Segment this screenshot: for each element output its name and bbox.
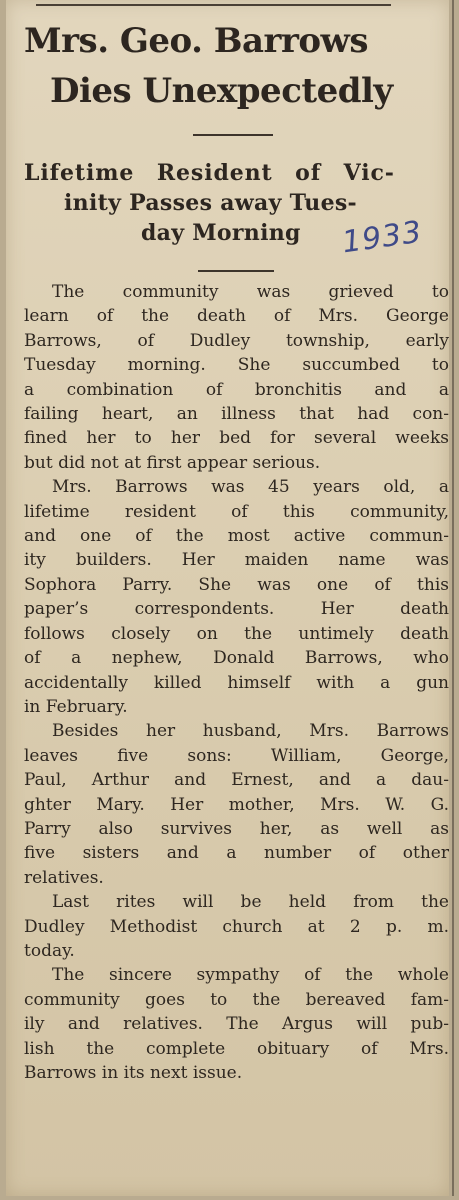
article-line: but did not at first appear serious. (24, 452, 321, 473)
top-column-rule (36, 4, 391, 6)
headline-line-2: Dies Unexpectedly (50, 71, 393, 111)
article-body (24, 280, 449, 1085)
article-line: five sisters and a number of other (24, 843, 449, 864)
article-line: relatives. (24, 867, 104, 888)
article-line: leaves five sons: William, George, (24, 745, 449, 766)
subheadline-divider (198, 270, 274, 272)
article-line: failing heart, an illness that had con- (24, 404, 449, 425)
article-line: Parry also survives her, as well as (24, 818, 449, 839)
article-line: The sincere sympathy of the whole (52, 965, 449, 986)
article-line: Last rites will be held from the (52, 892, 449, 913)
article-line: ghter Mary. Her mother, Mrs. W. G. (24, 794, 449, 815)
right-column-rule (452, 0, 454, 1196)
article-line: Dudley Methodist church at 2 p. m. (24, 916, 449, 937)
subheadline-line-3: day Morning (141, 220, 301, 246)
article-line: ity builders. Her maiden name was (24, 550, 449, 571)
handwritten-year-annotation: 1933 (339, 214, 425, 261)
article-line: Paul, Arthur and Ernest, and a dau- (24, 770, 449, 791)
subheadline-line-1: Lifetime Resident of Vic- (24, 160, 395, 186)
article-paragraph (24, 280, 449, 475)
article-line: community goes to the bereaved fam- (24, 989, 449, 1010)
article-line: and one of the most active commun- (24, 526, 449, 547)
article-line: fined her to her bed for several weeks (24, 428, 449, 449)
article-line: accidentally killed himself with a gun (24, 672, 449, 693)
newspaper-clipping (6, 0, 449, 1196)
article-line: lifetime resident of this community, (24, 501, 449, 522)
article-line: lish the complete obituary of Mrs. (24, 1038, 449, 1059)
article-line: of a nephew, Donald Barrows, who (24, 648, 449, 669)
article-line: follows closely on the untimely death (24, 623, 449, 644)
article-paragraph (24, 890, 449, 963)
article-line: Barrows in its next issue. (24, 1063, 243, 1083)
article-line: Mrs. Barrows was 45 years old, a (52, 477, 449, 498)
article-line: Tuesday morning. She succumbed to (24, 355, 449, 376)
article-line: paper’s correspondents. Her death (24, 599, 449, 620)
article-line: Besides her husband, Mrs. Barrows (52, 721, 449, 742)
article-paragraph (24, 963, 449, 1085)
article-line: today. (24, 940, 75, 961)
article-line: learn of the death of Mrs. George (24, 306, 449, 327)
headline-divider (193, 134, 273, 136)
article-line: Sophora Parry. She was one of this (24, 574, 449, 595)
article-line: ily and relatives. The Argus will pub- (24, 1014, 449, 1035)
article-paragraph (24, 475, 449, 719)
headline-line-1: Mrs. Geo. Barrows (24, 21, 368, 61)
headline (24, 16, 454, 116)
article-paragraph (24, 719, 449, 890)
article-line: in February. (24, 696, 128, 717)
article-line: a combination of bronchitis and a (24, 379, 449, 400)
article-line: The community was grieved to (52, 282, 449, 302)
article-line: Barrows, of Dudley township, early (24, 330, 449, 351)
subheadline-line-2: inity Passes away Tues- (64, 190, 357, 216)
